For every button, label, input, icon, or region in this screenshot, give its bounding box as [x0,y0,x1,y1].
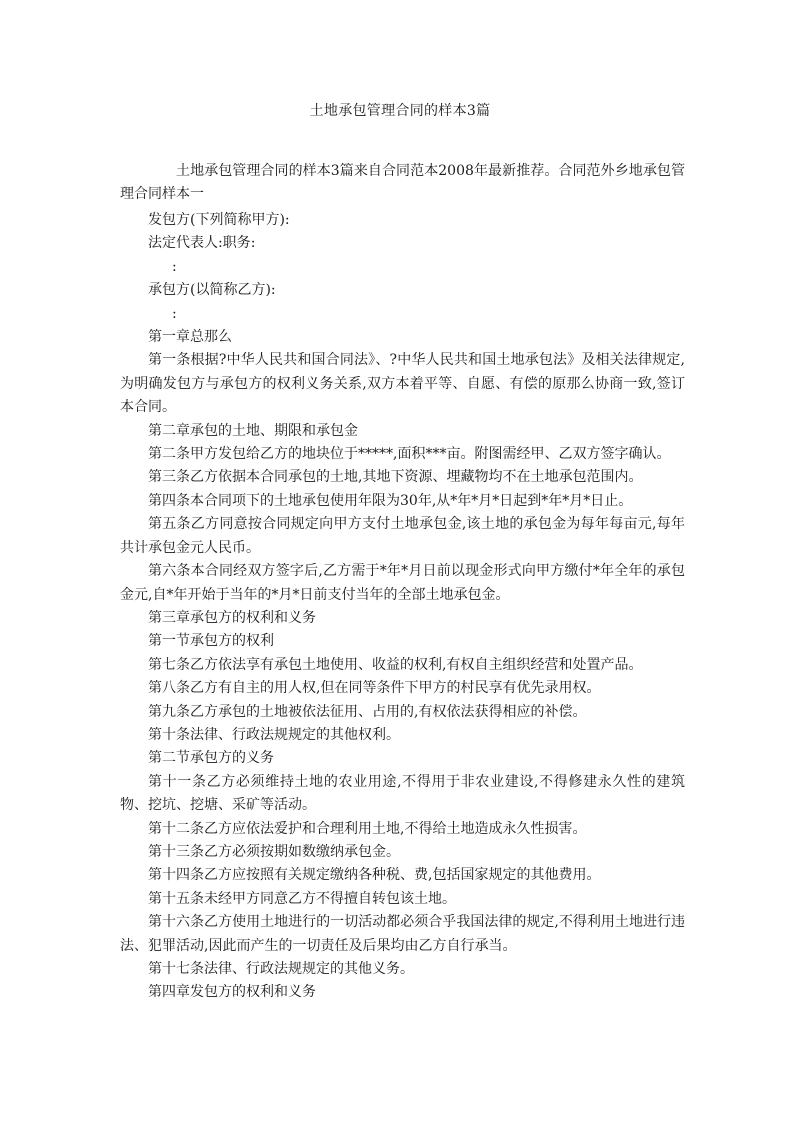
paragraph: 承包方(以简称乙方): [148,282,276,299]
paragraph: 第五条乙方同意按合同规定向甲方支付土地承包金,该土地的承包金为每年每亩元,每年共计承包金元人民币。 [120,516,685,556]
paragraph: 第四章发包方的权利和义务 [148,984,316,1001]
paragraph: 第一节承包方的权利 [148,633,274,650]
paragraph: 第十四条乙方应按照有关规定缴纳各种税、费,包括国家规定的其他费用。 [148,867,601,884]
document-title: 土地承包管理合同的样本3篇 [309,103,491,119]
paragraph: 第九条乙方承包的土地被依法征用、占用的,有权依法获得相应的补偿。 [148,703,587,720]
document-body [120,160,685,1005]
paragraph: 第十五条未经甲方同意乙方不得擅自转包该土地。 [148,890,456,907]
paragraph: 第十三条乙方必须按期如数缴纳承包金。 [148,843,400,860]
paragraph: 第二节承包方的义务 [148,750,274,767]
paragraph: 第六条本合同经双方签字后,乙方需于*年*月日前以现金形式向甲方缴付*年全年的承包金元,自*年开始于当年的*月*日前支付当年的全部土地承包金。 [120,563,685,603]
paragraph: 第十二条乙方应依法爱护和合理利用土地,不得给土地造成永久性损害。 [148,820,587,837]
paragraph: 法定代表人:职务: [148,235,256,252]
paragraph-list [120,209,685,1005]
paragraph: 第三章承包方的权利和义务 [148,609,316,626]
paragraph: 第七条乙方依法享有承包土地使用、收益的权利,有权自主组织经营和处置产品。 [148,656,643,673]
paragraph: 第二条甲方发包给乙方的地块位于*****,面积***亩。附图需经甲、乙双方签字确认。 [148,446,671,463]
intro-paragraph: 土地承包管理合同的样本3篇来自合同范本2008年最新推荐。合同范外乡地承包管理合同样本一 [120,163,685,202]
paragraph: 第四条本合同项下的土地承包使用年限为30年,从*年*月*日起到*年*月*日止。 [148,492,633,509]
paragraph: 第十一条乙方必须维持土地的农业用途,不得用于非农业建设,不得修建永久性的建筑物、挖坑、挖塘、采矿等活动。 [120,773,685,814]
paragraph: 第十七条法律、行政法规规定的其他义务。 [148,961,414,977]
colon-placeholder-line: : [172,258,177,275]
paragraph: 发包方(下列简称甲方): [148,212,290,228]
paragraph: 第三条乙方依据本合同承包的土地,其地下资源、埋藏物均不在土地承包范围内。 [148,469,643,486]
paragraph: 第八条乙方有自主的用人权,但在同等条件下甲方的村民享有优先录用权。 [148,680,601,697]
paragraph: 第二章承包的土地、期限和承包金 [148,422,358,439]
paragraph: 第一章总那么 [148,329,232,346]
paragraph: 第一条根据?中华人民共和国合同法》、?中华人民共和国土地承包法》及相关法律规定,为明确发包方与承包方的权利义务关系,双方本着平等、自愿、有偿的原那么协商一致,签订本合同。 [120,352,685,416]
colon-placeholder-line: : [172,305,177,322]
paragraph: 第十六条乙方使用土地进行的一切活动都必须合乎我国法律的规定,不得利用土地进行违法、犯罪活动,因此而产生的一切责任及后果均由乙方自行承当。 [120,914,685,954]
paragraph: 第十条法律、行政法规规定的其他权利。 [148,726,400,743]
